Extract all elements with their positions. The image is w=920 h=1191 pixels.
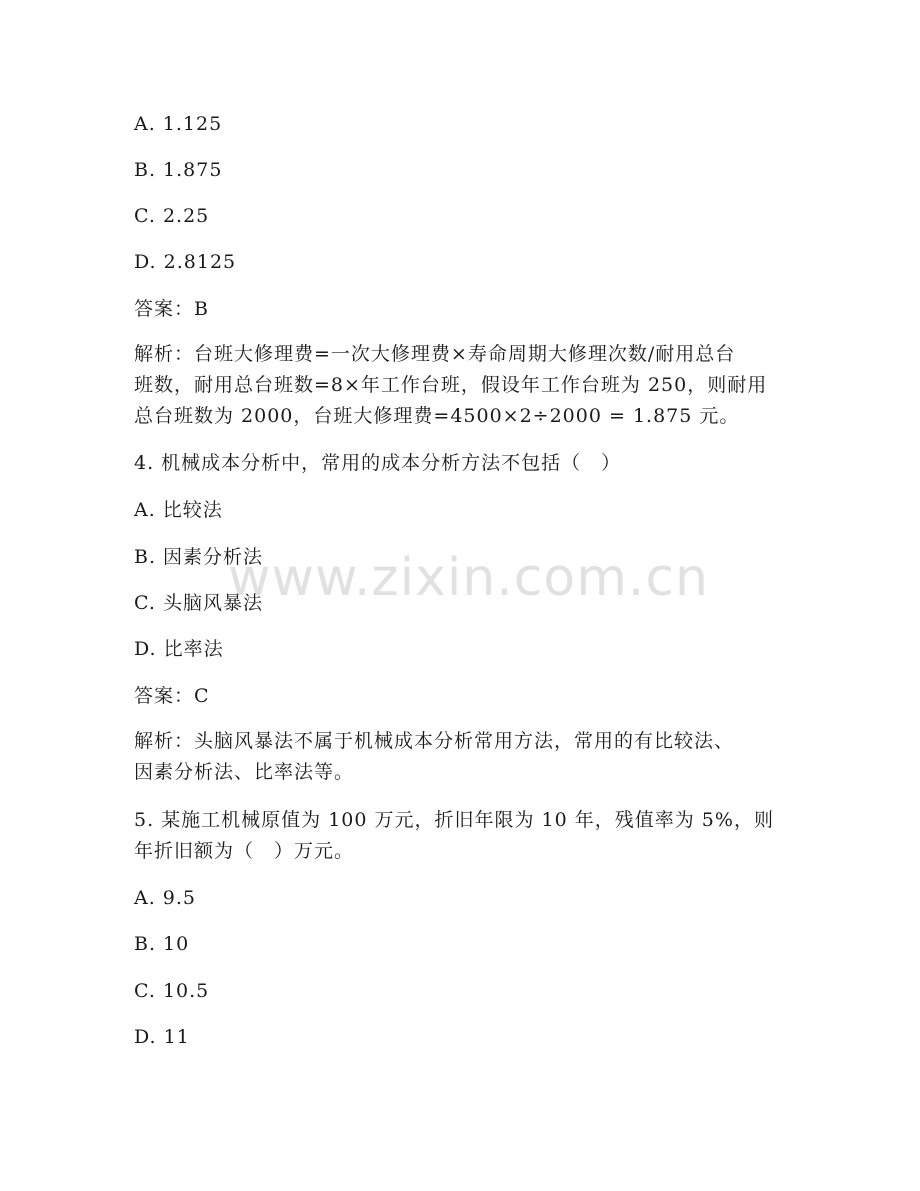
q5-option-d: D. 11 [134,1026,190,1048]
q5-option-b: B. 10 [134,933,190,955]
q3-option-b: B. 1.875 [134,159,223,181]
q5-option-a: A. 9.5 [134,887,197,909]
q4-answer: 答案：C [134,685,210,707]
q4-explanation [134,726,794,788]
q5-option-c: C. 10.5 [134,980,210,1002]
q4-option-b: B. 因素分析法 [134,546,264,568]
q3-option-c: C. 2.25 [134,205,210,227]
q3-answer: 答案：B [134,298,209,320]
q3-explanation-line: 解析：台班大修理费=一次大修理费×寿命周期大修理次数/耐用总台 [134,343,736,365]
q5-question [134,805,794,867]
q3-explanation-line: 总台班数为 2000，台班大修理费=4500×2÷2000 = 1.875 元。 [134,405,740,427]
q3-option-d: D. 2.8125 [134,251,237,273]
q3-explanation [134,339,794,432]
q5-question-line: 年折旧额为（ ）万元。 [134,840,355,862]
q3-explanation-line: 班数，耐用总台班数=8×年工作台班，假设年工作台班为 250，则耐用 [134,374,768,396]
q4-option-c: C. 头脑风暴法 [134,592,263,614]
q4-option-d: D. 比率法 [134,638,224,660]
q5-question-line: 5. 某施工机械原值为 100 万元，折旧年限为 10 年，残值率为 5%，则 [134,809,774,831]
q4-explanation-line: 解析：头脑风暴法不属于机械成本分析常用方法，常用的有比较法、 [134,730,735,752]
q4-question: 4. 机械成本分析中，常用的成本分析方法不包括（ ） [134,452,622,474]
watermark: www.zixin.com.cn [228,548,709,608]
q3-option-a: A. 1.125 [134,113,223,135]
q4-option-a: A. 比较法 [134,499,223,521]
q4-explanation-line: 因素分析法、比率法等。 [134,761,355,783]
